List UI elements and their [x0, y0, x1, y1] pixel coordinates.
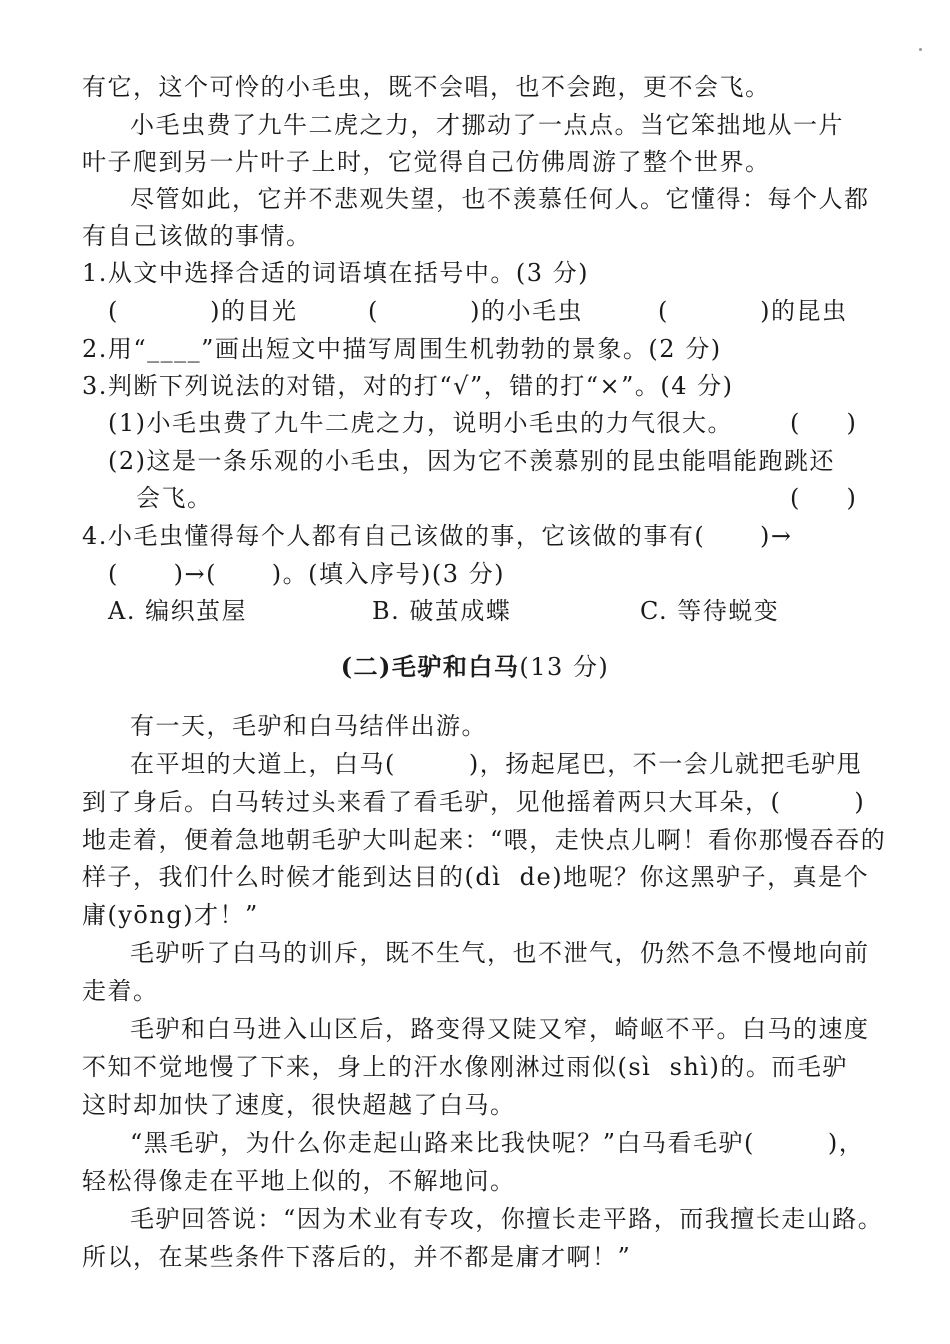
- passage2-p5-line1: “黑毛驴，为什么你走起山路来比我快呢？”白马看毛驴( )，: [130, 1129, 865, 1157]
- q1-blank-b[interactable]: ( )的小毛虫: [368, 297, 584, 325]
- passage2-p2-line4: 样子，我们什么时候才能到达目的(dì de)地呢？你这黑驴子，真是个: [82, 863, 870, 891]
- section-2-title: [0, 652, 950, 682]
- passage2-p2-line3: 地走着，便着急地朝毛驴大叫起来：“喂，走快点儿啊！看你那慢吞吞的: [82, 826, 887, 854]
- q1-blank-a[interactable]: ( )的目光: [108, 297, 298, 325]
- section-2-score: (13 分): [519, 653, 610, 681]
- question-2: 2.用“____”画出短文中描写周围生机勃勃的景象。(2 分): [82, 335, 722, 363]
- passage2-p3-line2: 走着。: [82, 977, 159, 1005]
- q3-1-answer-blank[interactable]: ( ): [790, 409, 858, 437]
- question-4: 4.小毛虫懂得每个人都有自己该做的事，它该做的事有( )→: [82, 522, 793, 550]
- q3-2-answer-blank[interactable]: ( ): [790, 484, 858, 512]
- passage1-line1: 有它，这个可怜的小毛虫，既不会唱，也不会跑，更不会飞。: [82, 73, 771, 101]
- passage2-p3-line1: 毛驴听了白马的训斥，既不生气，也不泄气，仍然不急不慢地向前: [130, 939, 870, 967]
- passage2-p2-line1: 在平坦的大道上，白马( )，扬起尾巴，不一会儿就把毛驴甩: [130, 750, 863, 778]
- question-3: 3.判断下列说法的对错，对的打“√”，错的打“×”。(4 分): [82, 372, 734, 400]
- passage2-p1: 有一天，毛驴和白马结伴出游。: [130, 712, 487, 740]
- passage1-line4: 尽管如此，它并不悲观失望，也不羡慕任何人。它懂得：每个人都: [130, 185, 870, 213]
- passage2-p6-line2: 所以，在某些条件下落后的，并不都是庸才啊！”: [82, 1243, 632, 1271]
- passage1-line2: 小毛虫费了九牛二虎之力，才挪动了一点点。当它笨拙地从一片: [130, 111, 844, 139]
- section-2-title-text: (二)毛驴和白马: [340, 652, 520, 681]
- passage1-line5: 有自己该做的事情。: [82, 222, 312, 250]
- question-3-2: (2)这是一条乐观的小毛虫，因为它不羡慕别的昆虫能唱能跑跳还: [108, 447, 835, 475]
- passage2-p4-line3: 这时却加快了速度，很快超越了白马。: [82, 1091, 516, 1119]
- q4-option-b: B. 破茧成蝶: [372, 597, 512, 625]
- question-4-cont: ( )→( )。(填入序号)(3 分): [108, 560, 505, 588]
- q1-blank-c[interactable]: ( )的昆虫: [658, 297, 848, 325]
- passage2-p4-line2: 不知不觉地慢了下来，身上的汗水像刚淋过雨似(sì shì)的。而毛驴: [82, 1053, 848, 1081]
- question-3-1: (1)小毛虫费了九牛二虎之力，说明小毛虫的力气很大。: [108, 409, 733, 437]
- passage2-p2-line5: 庸(yōng)才！”: [82, 901, 259, 929]
- passage2-p5-line2: 轻松得像走在平地上似的，不解地问。: [82, 1167, 516, 1195]
- q4-option-c: C. 等待蜕变: [640, 597, 780, 625]
- passage2-p4-line1: 毛驴和白马进入山区后，路变得又陡又窄，崎岖不平。白马的速度: [130, 1015, 870, 1043]
- question-1: 1.从文中选择合适的词语填在括号中。(3 分): [82, 259, 590, 287]
- passage1-line3: 叶子爬到另一片叶子上时，它觉得自己仿佛周游了整个世界。: [82, 148, 771, 176]
- passage2-p6-line1: 毛驴回答说：“因为术业有专攻，你擅长走平路，而我擅长走山路。: [130, 1205, 884, 1233]
- margin-dot: [919, 48, 922, 51]
- q4-option-a: A. 编织茧屋: [108, 597, 248, 625]
- passage2-p2-line2: 到了身后。白马转过头来看了看毛驴，见他摇着两只大耳朵，( ): [82, 788, 866, 816]
- question-3-2-cont: 会飞。: [136, 484, 213, 512]
